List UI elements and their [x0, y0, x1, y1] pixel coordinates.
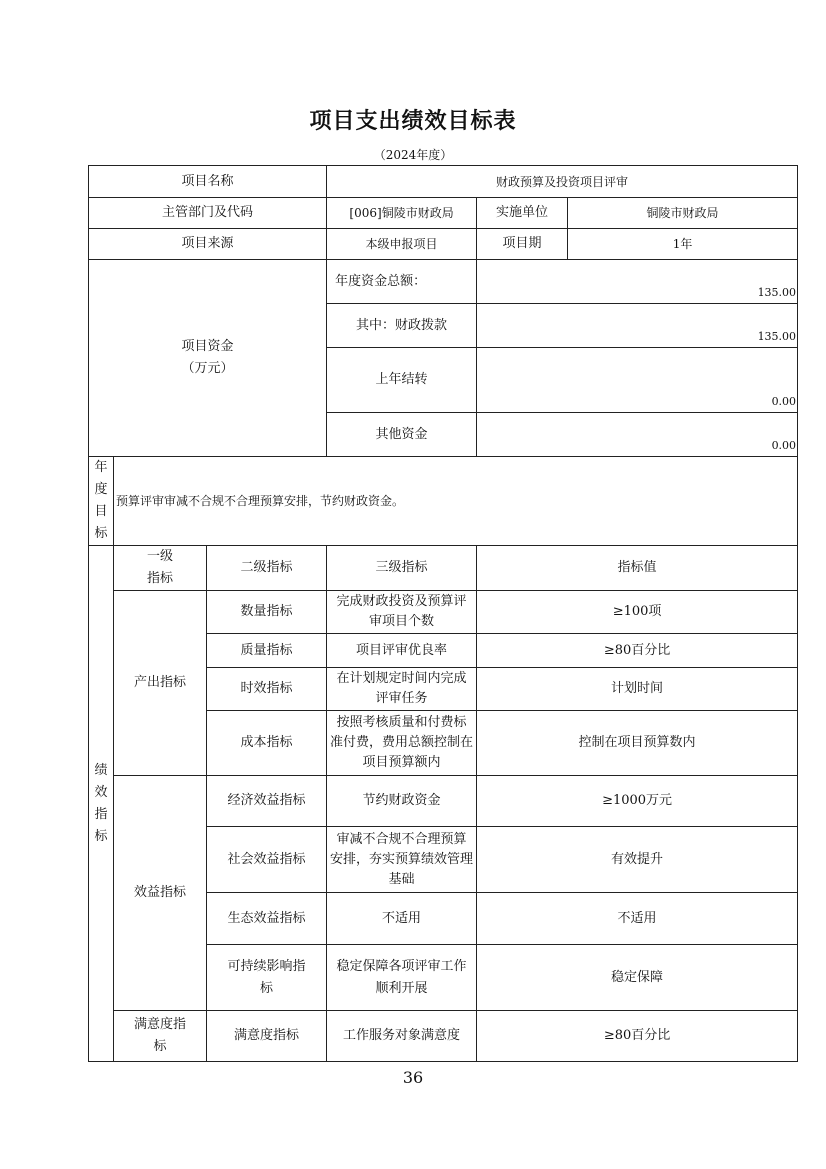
row-level3-line: 评审任务	[375, 691, 428, 706]
row-level3	[327, 668, 477, 711]
impl-value: 铜陵市财政局	[568, 198, 798, 229]
header-level3: 三级指标	[327, 546, 477, 591]
annual-goal-char: 标	[94, 526, 108, 541]
year-label: （2024年度）	[373, 148, 453, 162]
row-level2-line: 标	[260, 980, 274, 996]
funds-carry-value: 0.00	[477, 348, 798, 413]
annual-goal-char: 度	[94, 482, 108, 497]
annual-goal-text: 预算评审审减不合规不合理预算安排，节约财政资金。	[114, 457, 798, 546]
annual-goal-label	[89, 457, 114, 546]
row-level3-line: 在计划规定时间内完成	[336, 671, 467, 686]
row-level3: 工作服务对象满意度	[327, 1011, 477, 1062]
annual-goal-char: 目	[94, 504, 108, 519]
funds-other-label: 其他资金	[327, 413, 477, 457]
row-level2: 时效指标	[207, 668, 327, 711]
dept-value: [006]铜陵市财政局	[327, 198, 477, 229]
funds-label	[89, 260, 327, 457]
project-name-value: 财政预算及投资项目评审	[327, 166, 798, 198]
row-level2: 质量指标	[207, 634, 327, 668]
row-value: ≥80百分比	[477, 1011, 798, 1062]
source-label: 项目来源	[89, 229, 327, 260]
row-level3	[327, 711, 477, 776]
funds-fiscal-value: 135.00	[477, 304, 798, 348]
row-level3	[327, 591, 477, 634]
row-value: 不适用	[477, 893, 798, 945]
satisfaction-label-line2: 标	[153, 1039, 167, 1054]
row-level3: 节约财政资金	[327, 776, 477, 827]
row-value: 有效提升	[477, 827, 798, 893]
funds-total-label: 年度资金总额：	[327, 260, 477, 304]
period-value: 1年	[568, 229, 798, 260]
satisfaction-indicator-label	[114, 1011, 207, 1062]
row-level2: 数量指标	[207, 591, 327, 634]
page-number: 36	[402, 1068, 424, 1087]
row-value: ≥1000万元	[477, 776, 798, 827]
header-level2: 二级指标	[207, 546, 327, 591]
funds-carry-label: 上年结转	[327, 348, 477, 413]
row-value: 计划时间	[477, 668, 798, 711]
funds-other-value: 0.00	[477, 413, 798, 457]
performance-indicator-label	[89, 546, 114, 1062]
row-level2-line: 可持续影响指	[227, 958, 306, 974]
project-name-label: 项目名称	[89, 166, 327, 198]
dept-label: 主管部门及代码	[89, 198, 327, 229]
row-level3: 不适用	[327, 893, 477, 945]
row-level3-line: 稳定保障各项评审工作	[336, 958, 467, 974]
row-level2: 经济效益指标	[207, 776, 327, 827]
row-level3-line: 安排，夯实预算绩效管理	[330, 851, 474, 867]
row-level3-line: 按照考核质量和付费标	[336, 715, 467, 730]
row-level3-line: 审减不合规不合理预算	[336, 831, 467, 847]
indicator-char: 标	[94, 828, 108, 844]
row-level2	[207, 945, 327, 1011]
funds-fiscal-label: 其中：财政拨款	[327, 304, 477, 348]
row-level3: 项目评审优良率	[327, 634, 477, 668]
header-level1-line1: 一级	[146, 549, 173, 564]
performance-table	[88, 165, 798, 1062]
satisfaction-label-line1: 满意度指	[133, 1017, 186, 1032]
benefit-indicator-label: 效益指标	[114, 776, 207, 1011]
header-level1	[114, 546, 207, 591]
row-level2: 成本指标	[207, 711, 327, 776]
row-level2: 生态效益指标	[207, 893, 327, 945]
row-level3-line: 完成财政投资及预算评	[336, 594, 467, 609]
row-value: 控制在项目预算数内	[477, 711, 798, 776]
row-level2: 社会效益指标	[207, 827, 327, 893]
indicator-char: 绩	[94, 762, 108, 778]
output-indicator-label: 产出指标	[114, 591, 207, 776]
indicator-char: 指	[94, 806, 108, 822]
funds-label-line2: （万元）	[181, 361, 234, 376]
row-level3-line: 项目预算额内	[362, 755, 441, 770]
row-level3-line: 准付费，费用总额控制在	[330, 735, 474, 750]
row-value: ≥100项	[477, 591, 798, 634]
row-level2: 满意度指标	[207, 1011, 327, 1062]
header-level1-line2: 指标	[146, 571, 173, 586]
row-level3	[327, 827, 477, 893]
row-level3-line: 基础	[388, 871, 415, 887]
row-value: 稳定保障	[477, 945, 798, 1011]
header-value: 指标值	[477, 546, 798, 591]
row-level3-line: 顺利开展	[375, 980, 428, 996]
row-level3-line: 审项目个数	[369, 614, 435, 629]
period-label: 项目期	[477, 229, 568, 260]
annual-goal-char: 年	[94, 460, 108, 475]
row-value: ≥80百分比	[477, 634, 798, 668]
page-title: 项目支出绩效目标表	[309, 108, 517, 134]
indicator-char: 效	[94, 784, 108, 800]
funds-total-value: 135.00	[477, 260, 798, 304]
row-level3	[327, 945, 477, 1011]
source-value: 本级申报项目	[327, 229, 477, 260]
impl-label: 实施单位	[477, 198, 568, 229]
funds-label-line1: 项目资金	[181, 339, 234, 354]
